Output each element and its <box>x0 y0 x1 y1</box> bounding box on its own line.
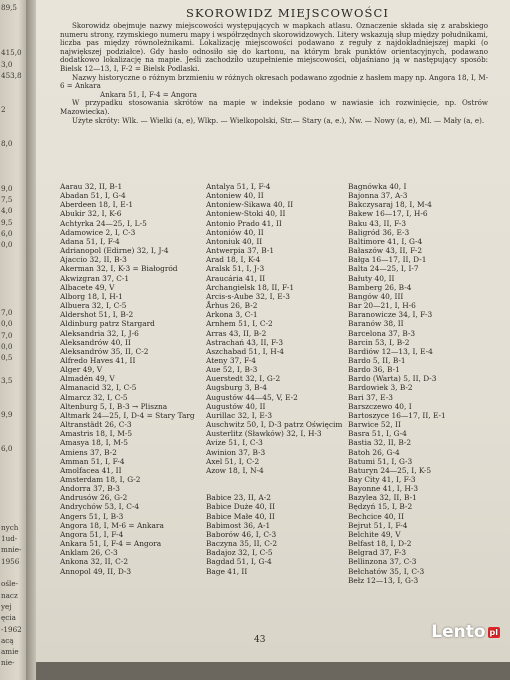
page-title: SKOROWIDZ MIEJSCOWOŚCI <box>186 6 390 20</box>
intro-paragraph: Skorowidz obejmuje nazwy miejscowości występujących w mapkach atlasu. Oznaczenie składa się z arabskiego numeru strony, rzymskiego numeru mapy i współrzędnych skorowidzowych. Litery wskazują słup między południkami, liczba pas między równoleżnikami. Lokalizację miejscowości podawano z reguły z najdokładniejszej mapki (o największej podziałce). Gdy hasło odnosiło się do kartonu, na którym brak punktów orientacyjnych, podawano dodatkowo lokalizację na mapie. Jeśli zachodziło uzupełnienie miejscowości, objaśniano ją w następujący sposób: Bielsk 12—13, I, F-2 = Bielsk Podlaski. <box>60 21 488 73</box>
index-entry: Amman 51, I, F-4 <box>60 456 125 466</box>
index-entry: Austerlitz (Sławków) 32, I, H-3 <box>206 429 322 439</box>
index-entry: Baligród 36, E-3 <box>348 227 410 237</box>
index-entry: Avize 51, I, C-3 <box>206 438 263 448</box>
index-entry <box>206 475 342 484</box>
index-entry: Axel 51, I, C-2 <box>206 456 260 466</box>
index-entry: Altmark 24—25, I, D-4 = Stary Targ <box>60 410 195 420</box>
intro-paragraph: Użyte skróty: Wlk. — Wielki (a, e), Wlkp. — Wielkopolski, Str.— Stary (a, e.), Nw. — Nowy (a, e), Ml. — Mały (a, e). <box>72 115 485 125</box>
index-entry: Antalya 51, I, F-4 <box>206 182 271 191</box>
index-entry: Awinion 37, B-3 <box>206 447 266 457</box>
index-entry: Andorra 37, B-3 <box>60 484 120 494</box>
index-entry: Akerman 32, I, K-3 = Białogród <box>60 264 178 274</box>
adjacent-page-fragment: 7,5 <box>1 195 13 205</box>
adjacent-page-fragment: nacz <box>1 590 18 600</box>
index-entry: Amastris 18, I, M-5 <box>60 429 133 439</box>
index-entry: Augsburg 3, B-4 <box>206 383 267 393</box>
index-entry: Almanacid 32, I, C-5 <box>60 383 137 393</box>
index-entry: Baborów 46, I, C-3 <box>206 529 277 539</box>
index-entry: Baranowicze 34, I, F-3 <box>348 310 433 320</box>
index-entry: Arras 43, II, B-2 <box>206 328 267 338</box>
index-entry: Arnhem 51, I, C-2 <box>206 319 273 329</box>
adjacent-page-fragment: 9,9 <box>1 409 13 419</box>
index-entry: Bakczysaraj 18, I, M-4 <box>348 200 432 210</box>
index-entry: Auschwitz 50, I, D-3 patrz Oświęcim <box>206 420 343 430</box>
index-entry: Amiens 37, B-2 <box>60 447 117 457</box>
index-entry: Astrachań 43, II, F-3 <box>206 337 284 347</box>
index-entry: Bagnówka 40, I <box>348 182 407 191</box>
index-entry: Ateny 37, F-4 <box>206 355 256 365</box>
adjacent-page-fragment: amie <box>1 647 19 657</box>
adjacent-page-fragment: 1ud- <box>1 534 18 544</box>
index-entry: Adana 51, I, F-4 <box>60 236 120 246</box>
adjacent-page-fragment: 2 <box>1 104 6 114</box>
index-entry: Bazylea 32, II, B-1 <box>348 493 417 503</box>
index-entry: Aarau 32, II, B-1 <box>60 182 123 191</box>
index-entry: Barcin 53, I, B-2 <box>348 337 410 347</box>
watermark-logo: Lento pl <box>431 622 498 642</box>
adjacent-page-fragment: 1956 <box>1 556 20 566</box>
index-entry: Balta 24—25, I, I-7 <box>348 264 419 274</box>
index-entry: Bardo (Warta) 5, II, D-3 <box>348 374 437 384</box>
index-entry: Bardo 36, B-1 <box>348 365 400 375</box>
adjacent-page-edge <box>0 0 26 680</box>
index-entry: Aldershot 51, I, B-2 <box>60 310 134 320</box>
index-entry: Augustów 44—45, V, E-2 <box>206 392 298 402</box>
index-entry: Annopol 49, II, D-3 <box>60 566 132 576</box>
index-entry: Albuera 32, I, C-5 <box>60 301 127 311</box>
index-entry: Bakew 16—17, I, H-6 <box>348 209 428 219</box>
index-entry: Arkona 3, C-1 <box>206 310 258 320</box>
index-entry: Bajonna 37, A-3 <box>348 191 408 201</box>
index-entry: Araucária 41, II <box>206 273 266 283</box>
index-entry: Abukir 32, I, K-6 <box>60 209 122 219</box>
index-entry: Bamberg 26, B-4 <box>348 282 412 292</box>
index-entry: Baczyna 35, II, C-2 <box>206 539 278 549</box>
index-entry: Altranstädt 26, C-3 <box>60 420 132 430</box>
index-entry: Bellinzona 37, C-3 <box>348 557 417 567</box>
index-entry: Bardowiek 3, B-2 <box>348 383 413 393</box>
index-entry: Aleksandria 32, I, J-6 <box>60 328 139 338</box>
index-entry: Bar 20—21, I, H-6 <box>348 301 416 311</box>
index-entry: Adamowice 2, I, C-3 <box>60 227 136 237</box>
index-entry: Ankara 51, I, F-4 = Angora <box>60 539 162 549</box>
adjacent-page-fragment: 3,5 <box>1 375 13 385</box>
index-entry: Będzyń 15, I, B-2 <box>348 502 413 512</box>
intro-paragraph: Nazwy historyczne o różnym brzmieniu w różnych okresach podawano zgodnie z hasłem mapy np. Angora 18, I, M-6 = Ankara <box>60 72 488 91</box>
index-entry: Bay City 41, I, F-3 <box>348 475 416 484</box>
index-entry: Auerstedt 32, I, G-2 <box>206 374 281 384</box>
index-entry: Bałaszów 43, II, F-2 <box>348 246 423 256</box>
adjacent-page-fragment: 7,0 <box>1 308 13 318</box>
index-entry: Achtyrka 24—25, I, L-5 <box>60 218 147 228</box>
adjacent-page-fragment: mnie- <box>1 545 22 555</box>
adjacent-page-fragment: 9,5 <box>1 217 13 227</box>
index-entry: Archangielsk 18, II, F-1 <box>206 282 295 292</box>
index-entry: Adrianopol (Edirne) 32, I, J-4 <box>60 246 169 256</box>
intro-paragraph: W przypadku stosowania skrótów na mapie w indeksie podano w nawiasie ich rozwinięcie, np. Ostrów Mazowiecka). <box>60 98 488 116</box>
index-entry: Ankona 32, II, C-2 <box>60 557 129 567</box>
index-entry: Baltimore 41, I, G-4 <box>348 236 423 246</box>
index-entry: Antoniuk 40, II <box>206 236 263 246</box>
index-entry: Angora 18, I, M-6 = Ankara <box>60 520 164 530</box>
adjacent-page-fragment: yej <box>1 601 12 611</box>
index-entry: Bastia 32, II, B-2 <box>348 438 412 448</box>
index-entry: Antoniów 40, II <box>206 227 264 237</box>
adjacent-page-fragment: nie- <box>1 658 15 668</box>
index-entry: Alborg 18, I, H-1 <box>60 291 123 301</box>
adjacent-page-fragment: 9,0 <box>1 183 13 193</box>
index-entry: Århus 26, B-2 <box>206 301 258 311</box>
page-number: 43 <box>254 635 266 645</box>
adjacent-page-fragment: 0,0 <box>1 240 13 250</box>
intro-paragraph: Ankara 51, I, F-4 = Angora <box>100 89 198 99</box>
index-entry <box>206 484 342 493</box>
index-entry: Arcis-s-Aube 32, I, E-3 <box>206 291 290 301</box>
index-entry: Bełz 12—13, I, G-3 <box>348 575 419 585</box>
index-entry: Alger 49, V <box>60 365 103 375</box>
index-entry: Anklam 26, C-3 <box>60 548 118 558</box>
adjacent-page-fragment: 8,0 <box>1 138 13 148</box>
index-entry: Bartoszyce 16—17, II, E-1 <box>348 410 446 420</box>
index-entry: Aszchabad 51, I, H-4 <box>206 346 284 356</box>
index-entry: Bechcice 40, II <box>348 511 405 521</box>
index-entry: Aurillac 32, I, E-3 <box>206 410 273 420</box>
index-entry: Babice 23, II, A-2 <box>206 493 271 503</box>
index-entry: Akwizgran 37, C-1 <box>60 273 130 283</box>
adjacent-page-fragment: 3,0 <box>1 59 13 69</box>
index-entry: Aldinburg patrz Stargard <box>60 319 155 329</box>
adjacent-page-fragment: 4,0 <box>1 206 13 216</box>
index-entry: Bejrut 51, I, F-4 <box>348 520 408 530</box>
index-entry: Belgrad 37, F-3 <box>348 548 407 558</box>
index-entry: Arad 18, I, K-4 <box>206 255 261 265</box>
index-entry: Bayonne 41, I, H-3 <box>348 484 419 494</box>
adjacent-page-fragment: 0,5 <box>1 353 13 363</box>
book-gutter <box>26 0 36 680</box>
book-page <box>36 0 510 680</box>
index-entry: Bari 37, E-3 <box>348 392 393 402</box>
index-entry: Amolfacea 41, II <box>60 465 122 475</box>
adjacent-page-fragment: acą <box>1 635 14 645</box>
index-entry: Antonio Prado 41, II <box>206 218 282 228</box>
index-entry: Augustów 40, II <box>206 401 266 411</box>
adjacent-page-fragment: nych <box>1 522 19 532</box>
adjacent-page-fragment: ośle- <box>1 579 18 589</box>
adjacent-page-fragment: 6,0 <box>1 229 13 238</box>
index-entry: Badajoz 32, I, C-5 <box>206 548 273 558</box>
index-entry: Aleksandrów 40, II <box>60 337 131 347</box>
adjacent-page-fragment: 0,0 <box>1 319 13 329</box>
index-entry: Barszczewo 40, I <box>348 401 412 411</box>
index-entry: Bałuty 40, II <box>348 273 395 283</box>
index-column-3 <box>348 182 446 585</box>
index-entry: Amasya 18, I, M-5 <box>60 438 128 448</box>
index-column-1 <box>60 182 195 576</box>
index-entry: Antwerpia 37, B-1 <box>206 246 275 256</box>
table-surface <box>36 662 510 680</box>
index-entry: Batumi 51, I, G-3 <box>348 456 413 466</box>
adjacent-page-fragment: 415,0 <box>1 48 22 58</box>
index-entry: Almarcz 32, I, C-5 <box>60 392 128 402</box>
index-entry: Babice Duże 40, II <box>206 502 276 512</box>
adjacent-page-fragment: 89,5 <box>1 3 18 12</box>
index-entry: Basra 51, I, G-4 <box>348 429 407 439</box>
index-entry: Aralsk 51, I, J-3 <box>206 264 265 274</box>
index-entry: Belfast 18, I, D-2 <box>348 539 412 549</box>
index-entry: Andrychów 53, I, C-4 <box>60 502 140 512</box>
index-entry: Albacete 49, V <box>60 282 115 292</box>
index-column-2 <box>206 182 342 576</box>
index-entry: Azow 18, I, N-4 <box>206 465 264 475</box>
index-entry: Abadan 51, I, G-4 <box>60 191 126 201</box>
index-entry: Aberdeen 18, I, E-1 <box>60 200 134 210</box>
adjacent-page-fragment: 7,0 <box>1 330 13 340</box>
index-entry: Angers 51, I, B-3 <box>60 511 124 521</box>
index-entry: Angora 51, I, F-4 <box>60 529 124 539</box>
index-entry: Altenburg 5, I, B-3 → Pliszna <box>60 401 168 411</box>
index-entry: Baturyn 24—25, I, K-5 <box>348 465 432 475</box>
index-entry: Bełchatów 35, I, C-3 <box>348 566 425 576</box>
index-entry: Babimost 36, A-1 <box>206 520 271 530</box>
index-entry: Antoniew 40, II <box>206 191 264 201</box>
index-entry: Antoniew-Sikawa 40, II <box>206 200 294 210</box>
index-entry: Bagdad 51, I, G-4 <box>206 557 272 567</box>
index-entry: Amsterdam 18, I, G-2 <box>60 475 141 484</box>
index-entry: Bage 41, II <box>206 566 248 576</box>
adjacent-page-fragment: 6,0 <box>1 443 13 453</box>
index-entry: Babice Małe 40, II <box>206 511 275 521</box>
adjacent-page-fragment: ęcia <box>1 613 16 623</box>
adjacent-page-fragment: 0,0 <box>1 342 13 351</box>
adjacent-page-fragment: -1962 <box>1 624 22 634</box>
index-entry: Bardo 5, II, B-1 <box>348 355 406 365</box>
index-entry: Alfredo Haves 41, II <box>60 355 136 365</box>
index-entry: Batoh 26, G-4 <box>348 447 400 457</box>
index-entry: Andrusów 26, G-2 <box>60 493 128 503</box>
adjacent-page-fragment: 453,8 <box>1 70 22 80</box>
index-entry: Almadén 49, V <box>60 374 115 384</box>
index-entry: Ajaccio 32, II, B-3 <box>60 255 127 265</box>
index-entry: Barwice 52, II <box>348 420 401 430</box>
index-entry: Baranów 38, II <box>348 319 404 329</box>
index-entry: Bałga 16—17, II, D-1 <box>348 255 427 265</box>
index-entry: Aleksandrów 35, II, C-2 <box>60 346 149 356</box>
index-entry: Aue 52, I, B-3 <box>206 365 258 375</box>
index-entry: Bangów 40, III <box>348 291 404 301</box>
index-entry: Baku 43, II, F-3 <box>348 218 407 228</box>
index-entry: Belchite 49, V <box>348 529 401 539</box>
intro-text <box>60 22 488 125</box>
index-entry: Barcelona 37, B-3 <box>348 328 416 338</box>
index-entry: Antoniew-Stoki 40, II <box>206 209 286 219</box>
index-entry: Bardiów 12—13, I, E-4 <box>348 346 433 356</box>
